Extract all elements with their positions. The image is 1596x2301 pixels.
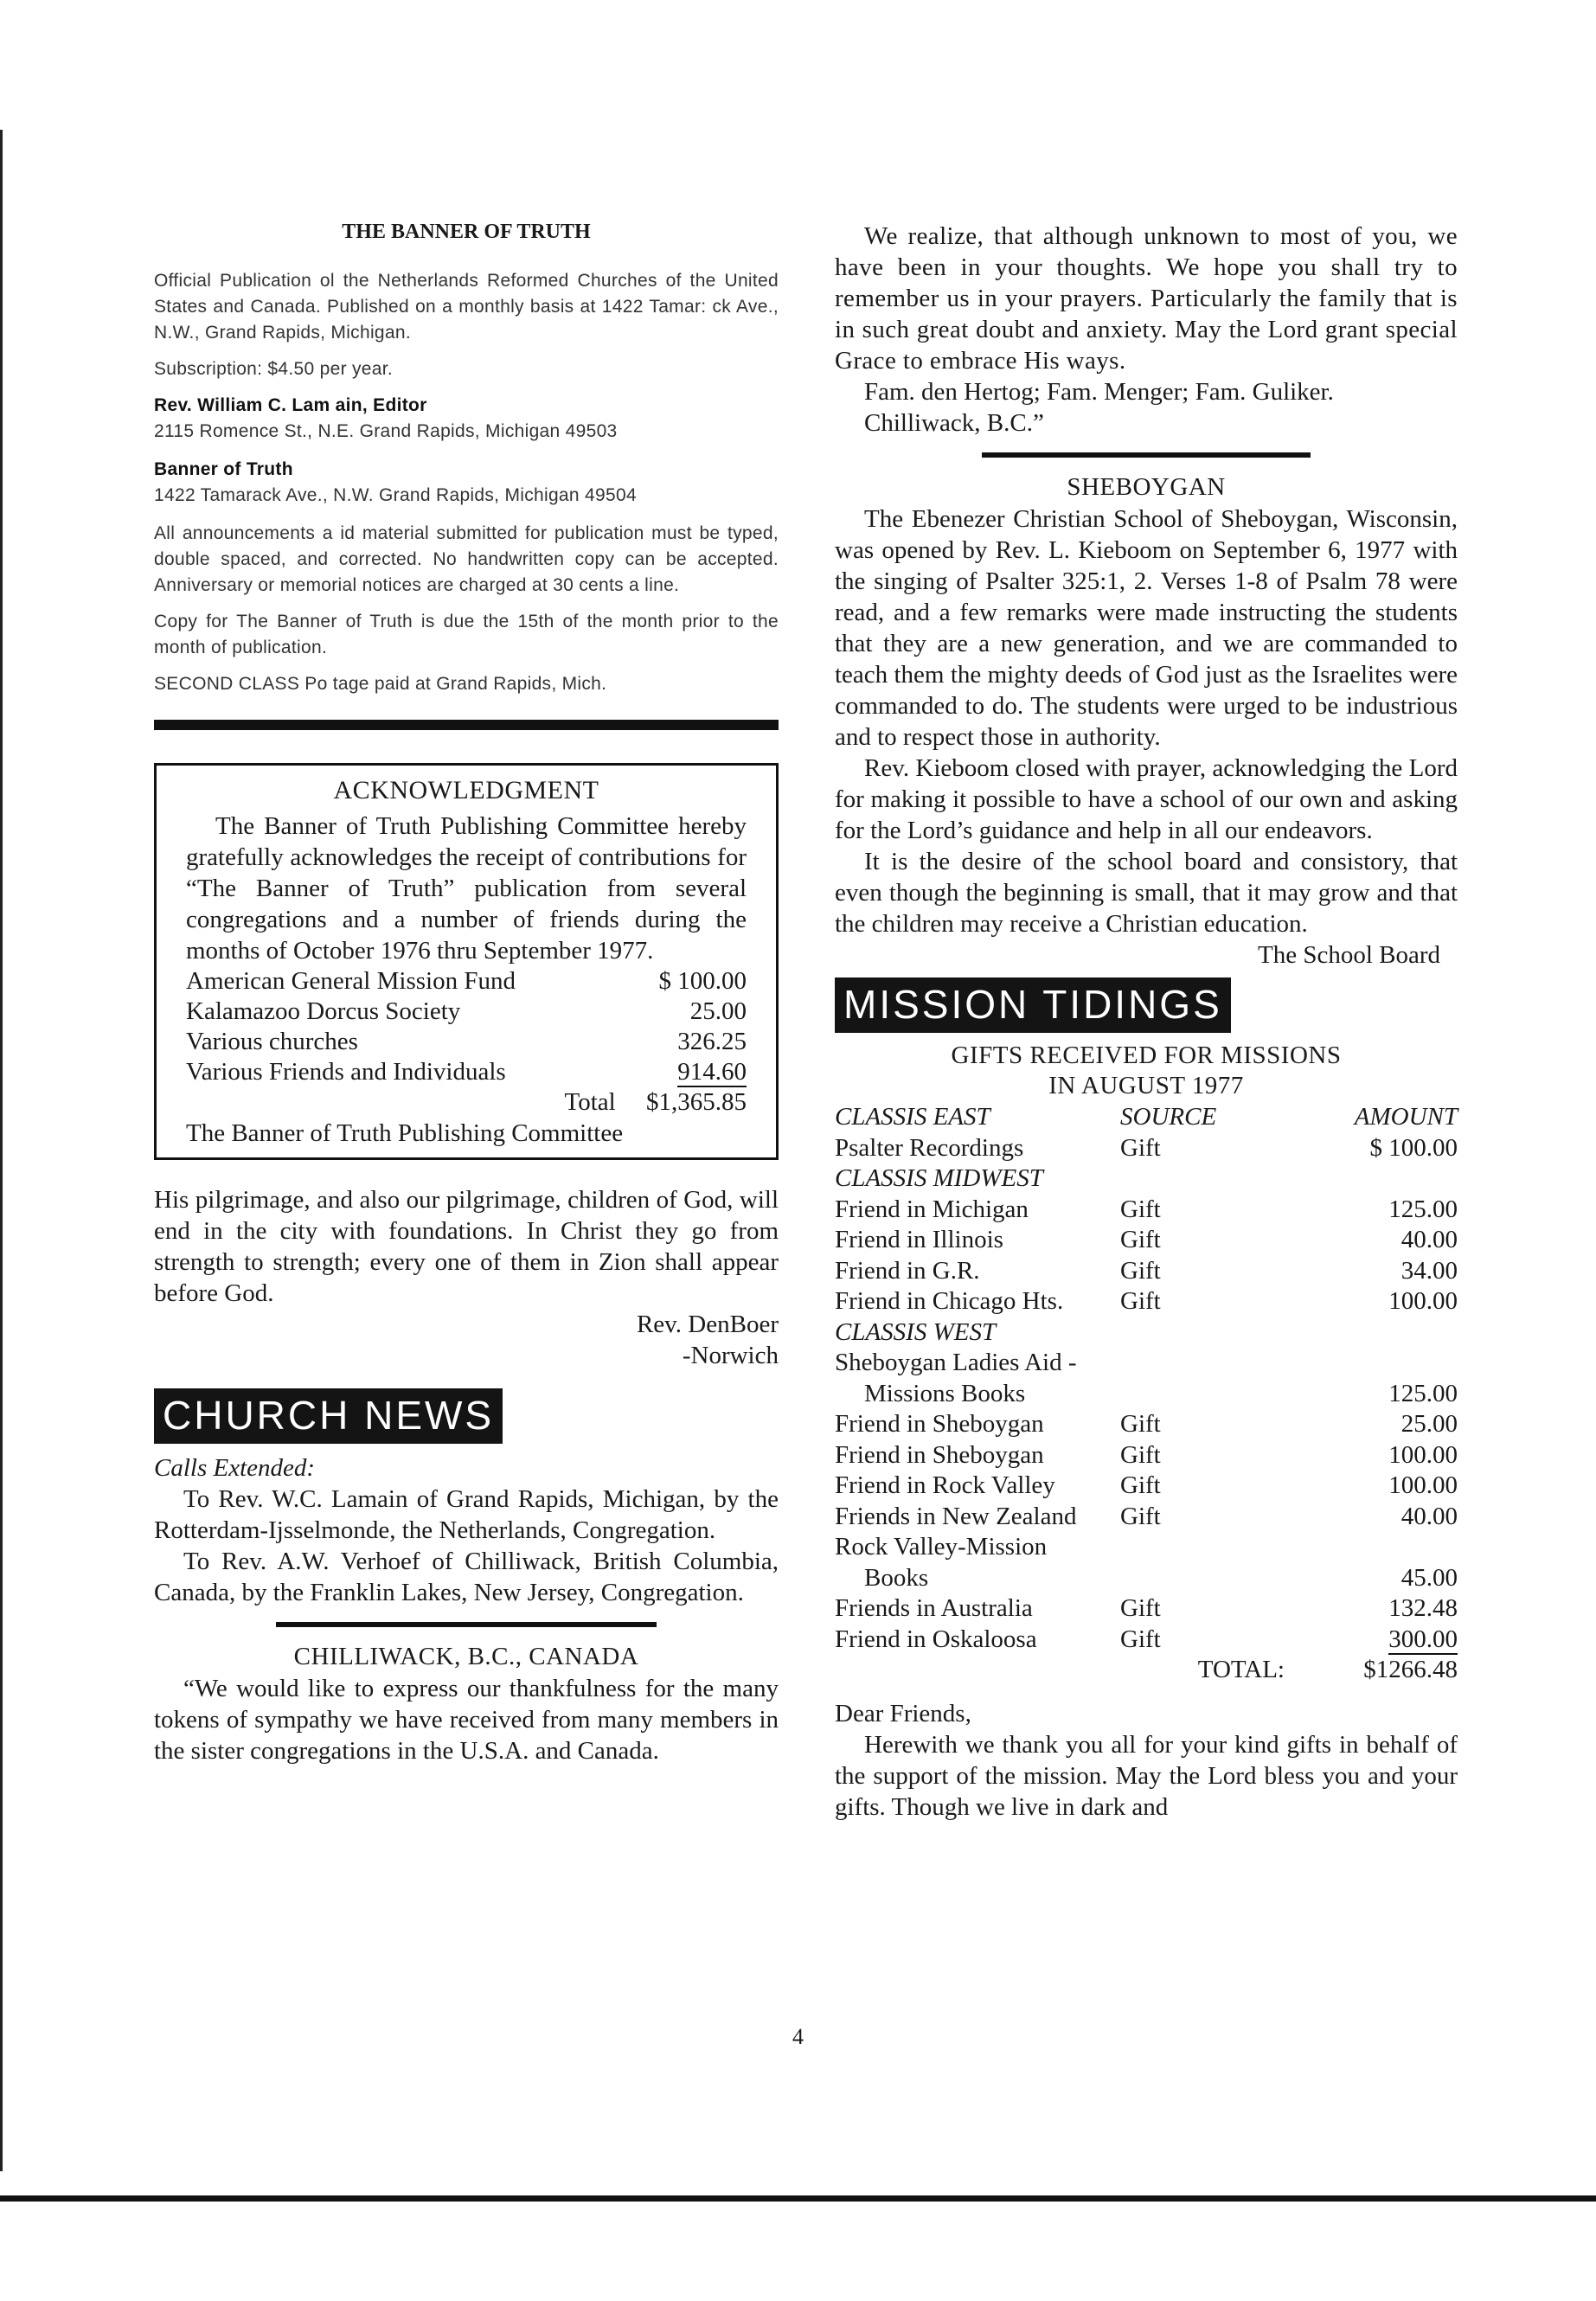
total-spacer [835,1655,1120,1686]
masthead-copy-due: Copy for The Banner of Truth is due the 15th of the month prior to the month of publication. [154,612,779,657]
table-header-row [835,1102,1458,1133]
masthead-banner-name: Banner of Truth [154,459,293,479]
row-name: Various Friends and Individuals [186,1058,506,1086]
masthead-editor-name: Rev. William C. Lam ain, Editor [154,395,427,415]
pilgrimage-signature-place: -Norwich [682,1342,779,1369]
section-divider [276,1622,657,1627]
row-amount: 25.00 [689,997,747,1025]
row-name: American General Mission Fund [186,967,516,995]
masthead-banner-address: 1422 Tamarack Ave., N.W. Grand Rapids, Michigan 49504 [154,485,637,505]
gift-source: Gift [1120,1594,1161,1622]
masthead-title: THE BANNER OF TRUTH [342,221,591,243]
gift-amount: 25.00 [1401,1410,1458,1438]
page-number: 4 [792,2024,804,2049]
chilliwack-signers: Fam. den Hertog; Fam. Menger; Fam. Guliker. [864,378,1334,406]
acknowledgment-text: The Banner of Truth Publishing Committee hereby gratefully acknowledges the receipt of contributions for “The Banner of Truth” publication from several congregations and a number of friends during the months of October 1976 thru September 1977. [186,812,747,965]
call-verhoef: To Rev. A.W. Verhoef of Chilliwack, British Columbia, Canada, by the Franklin Lakes, New Jersey, Congregation. [154,1548,779,1606]
gift-name: Friend in Oskaloosa [835,1625,1037,1653]
acknowledgment-title: ACKNOWLEDGMENT [333,776,599,804]
sheboygan-signature: The School Board [1257,941,1440,969]
gift-amount: 100.00 [1388,1287,1458,1315]
gift-source: Gift [1120,1625,1161,1653]
gift-amount: 45.00 [1401,1563,1458,1592]
classis-row [835,1163,1458,1195]
left-column [154,221,779,1766]
masthead-editor-address: 2115 Romence St., N.E. Grand Rapids, Michigan 49503 [154,421,618,441]
row-amount [616,1057,747,1087]
pilgrimage-signature-name: Rev. DenBoer [636,1311,779,1338]
gift-name: Friend in Sheboygan [835,1440,1044,1469]
gift-source: Gift [1120,1133,1161,1162]
section-divider [154,720,779,730]
gifts-subheading: IN AUGUST 1977 [1048,1072,1244,1099]
chilliwack-text: “We would like to express our thankfulness for the many tokens of sympathy we have received from many members in the sister congregations in the U.S.A. and Canada. [154,1675,779,1765]
acknowledgment-table [186,966,747,1118]
sheboygan-heading: SHEBOYGAN [1067,473,1226,501]
amount-header: AMOUNT [1354,1103,1458,1131]
table-row [835,1593,1458,1625]
gift-amount: 34.00 [1401,1256,1458,1285]
gift-source: Gift [1120,1471,1161,1499]
table-row [835,1195,1458,1226]
masthead-announcements: All announcements a id material submitted for publication must be typed, double spaced, and corrected. No handwritten copy can be accepted. Anniversary or memorial notices are charged at 30 cents a line. [154,523,779,595]
gift-amount: 40.00 [1401,1502,1458,1530]
classis-row [835,1317,1458,1349]
mission-tidings-banner: MISSION TIDINGS [835,977,1231,1033]
masthead-subscription: Subscription: $4.50 per year. [154,359,394,379]
gift-amount: 100.00 [1388,1471,1458,1499]
gift-name-continued: Missions Books [864,1379,1026,1407]
table-row [835,1256,1458,1287]
gift-name: Friends in New Zealand [835,1502,1077,1530]
gift-name: Friend in Chicago Hts. [835,1287,1064,1315]
gift-name-continued: Books [864,1563,929,1592]
classis-east-header: CLASSIS EAST [835,1103,990,1131]
call-lamain: To Rev. W.C. Lamain of Grand Rapids, Michigan, by the Rotterdam-Ijsselmonde, the Netherlands, Congregation. [154,1485,779,1544]
gift-amount: 40.00 [1401,1226,1458,1253]
total-row [835,1655,1458,1686]
sheboygan-text-desire: It is the desire of the school board and consistory, that even though the beginning is small, that it may grow and that the children may receive a Christian education. [835,848,1458,938]
row-name: Various churches [186,1028,358,1055]
total-label: TOTAL: [1197,1656,1285,1683]
gift-name: Rock Valley-Mission [835,1533,1048,1561]
gift-source [1120,1563,1302,1594]
row-amount-value: 914.60 [677,1058,747,1086]
gift-name: Friend in Michigan [835,1195,1029,1223]
gift-source [1120,1379,1302,1410]
total-label: Total [564,1088,616,1116]
gift-name: Friend in Illinois [835,1226,1003,1253]
pilgrimage-text: His pilgrimage, and also our pilgrimage, children of God, will end in the city with foundations. In Christ they go from strength to strength; every one of them in Zion shall appear before God. [154,1186,779,1307]
table-row [835,1625,1458,1656]
gifts-heading: GIFTS RECEIVED FOR MISSIONS [951,1042,1342,1069]
table-row [835,1440,1458,1471]
gift-source: Gift [1120,1502,1161,1530]
gift-source: Gift [1120,1440,1161,1469]
chilliwack-text-continued: We realize, that although unknown to most of you, we have been in your thoughts. We hope you shall try to remember us in your prayers. Particularly the family that is in such great doubt and anxiety. May the Lord grant special Grace to embrace His ways. [835,222,1458,375]
table-row [835,1502,1458,1533]
calls-heading: Calls Extended: [154,1454,316,1482]
row-amount: $ 100.00 [658,967,747,995]
total-row [186,1087,747,1118]
gift-amount: 100.00 [1388,1440,1458,1469]
gift-source: Gift [1120,1287,1161,1315]
sheboygan-text: The Ebenezer Christian School of Sheboygan, Wisconsin, was opened by Rev. L. Kieboom on September 6, 1977 with the singing of Psalter 325:1, 2. Verses 1-8 of Psalm 78 were read, and a few remarks were made instructing the students that they are a new generation, and we are commanded to teach them the mighty deeds of God just as the Israelites were commanded to do. The students were urged to be industrious and to respect those in authority. [835,505,1458,751]
table-row [835,1532,1458,1563]
sheboygan-text-prayer: Rev. Kieboom closed with prayer, acknowledging the Lord for making it possible to have a school of our own and asking for the Lord’s guidance and help in all our endeavors. [835,754,1458,844]
table-row [835,1379,1458,1410]
section-divider [982,452,1311,458]
gift-amount: 132.48 [1388,1594,1458,1622]
masthead-official: Official Publication ol the Netherlands Reformed Churches of the United States and Canada. Published on a monthly basis at 1422 Tamar: ck Ave., N.W., Grand Rapids, Michigan. [154,271,779,343]
table-row [835,1409,1458,1440]
gift-amount: $ 100.00 [1369,1133,1458,1162]
acknowledgment-signature: The Banner of Truth Publishing Committee [186,1119,624,1147]
gift-name: Friend in G.R. [835,1256,980,1285]
gift-name: Friends in Australia [835,1594,1033,1622]
total-amount: $1266.48 [1363,1656,1458,1683]
gift-amount-value: 300.00 [1388,1625,1458,1653]
gift-name: Friend in Sheboygan [835,1410,1044,1438]
classis-midwest-header: CLASSIS MIDWEST [835,1164,1043,1192]
table-row [835,1133,1458,1164]
chilliwack-heading: CHILLIWACK, B.C., CANADA [293,1643,639,1670]
acknowledgment-box [154,763,779,1160]
table-row [835,1225,1458,1256]
row-name: Kalamazoo Dorcus Society [186,997,461,1025]
gift-source: Gift [1120,1256,1161,1285]
table-row [186,1057,747,1087]
gift-source: Gift [1120,1226,1161,1253]
source-header: SOURCE [1120,1103,1217,1131]
mission-greeting: Dear Friends, [835,1699,971,1727]
gift-source: Gift [1120,1195,1161,1223]
right-column [835,221,1458,1823]
mission-thanks: Herewith we thank you all for your kind gifts in behalf of the support of the mission. May the Lord bless you and your gifts. Though we live in dark and [835,1730,1458,1821]
gift-amount: 125.00 [1388,1195,1458,1223]
chilliwack-place: Chilliwack, B.C.” [864,409,1044,437]
total-amount: $1,365.85 [646,1088,747,1116]
page-left-edge [0,130,3,2171]
table-row [835,1348,1458,1379]
table-row [186,1027,747,1057]
gift-name: Sheboygan Ladies Aid - [835,1349,1077,1376]
gifts-table [835,1102,1458,1686]
church-news-banner: CHURCH NEWS [154,1388,503,1444]
row-amount: 326.25 [677,1028,747,1055]
table-row [835,1471,1458,1502]
page-bottom-edge [0,2195,1596,2202]
table-row [835,1286,1458,1317]
table-row [835,1563,1458,1594]
gift-name: Psalter Recordings [835,1133,1024,1162]
classis-west-header: CLASSIS WEST [835,1317,997,1346]
gift-amount: 125.00 [1388,1379,1458,1407]
gift-name: Friend in Rock Valley [835,1471,1055,1499]
gift-source: Gift [1120,1410,1161,1438]
table-row [186,966,747,997]
table-row [186,997,747,1027]
masthead-postage: SECOND CLASS Po tage paid at Grand Rapids, Mich. [154,674,607,694]
gift-amount [1302,1625,1458,1656]
